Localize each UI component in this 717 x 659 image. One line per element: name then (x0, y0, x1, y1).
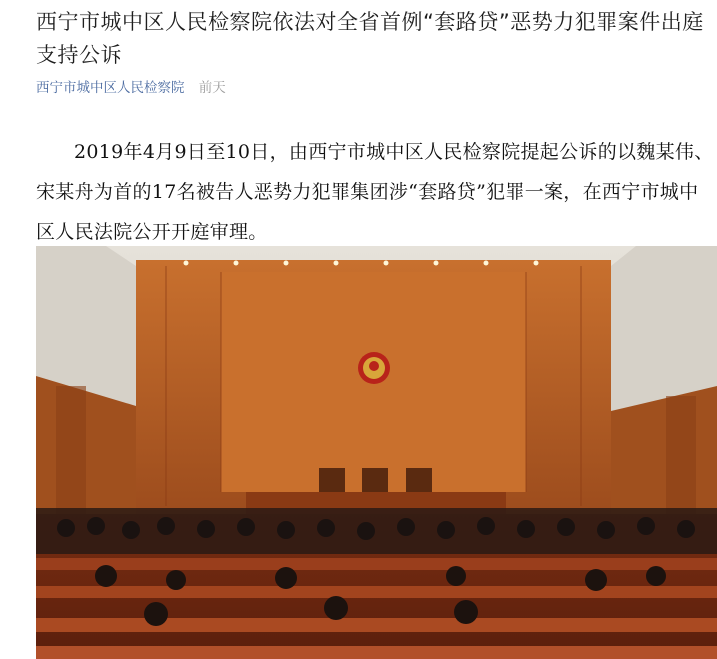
courtroom-photo (36, 246, 717, 659)
national-emblem-icon (358, 352, 390, 384)
article-title: 西宁市城中区人民检察院依法对全省首例“套路贷”恶势力犯罪案件出庭支持公诉 (36, 10, 704, 67)
article-paragraph: 2019年4月9日至10日，由西宁市城中区人民检察院提起公诉的以魏某伟、宋某舟为首的17名被告人恶势力犯罪集团涉“套路贷”犯罪一案，在西宁市城中区人民法院公开开庭审理。 (36, 141, 714, 243)
article-meta (36, 78, 226, 98)
source-link[interactable]: 西宁市城中区人民检察院 (36, 80, 185, 96)
publish-time: 前天 (198, 80, 226, 96)
